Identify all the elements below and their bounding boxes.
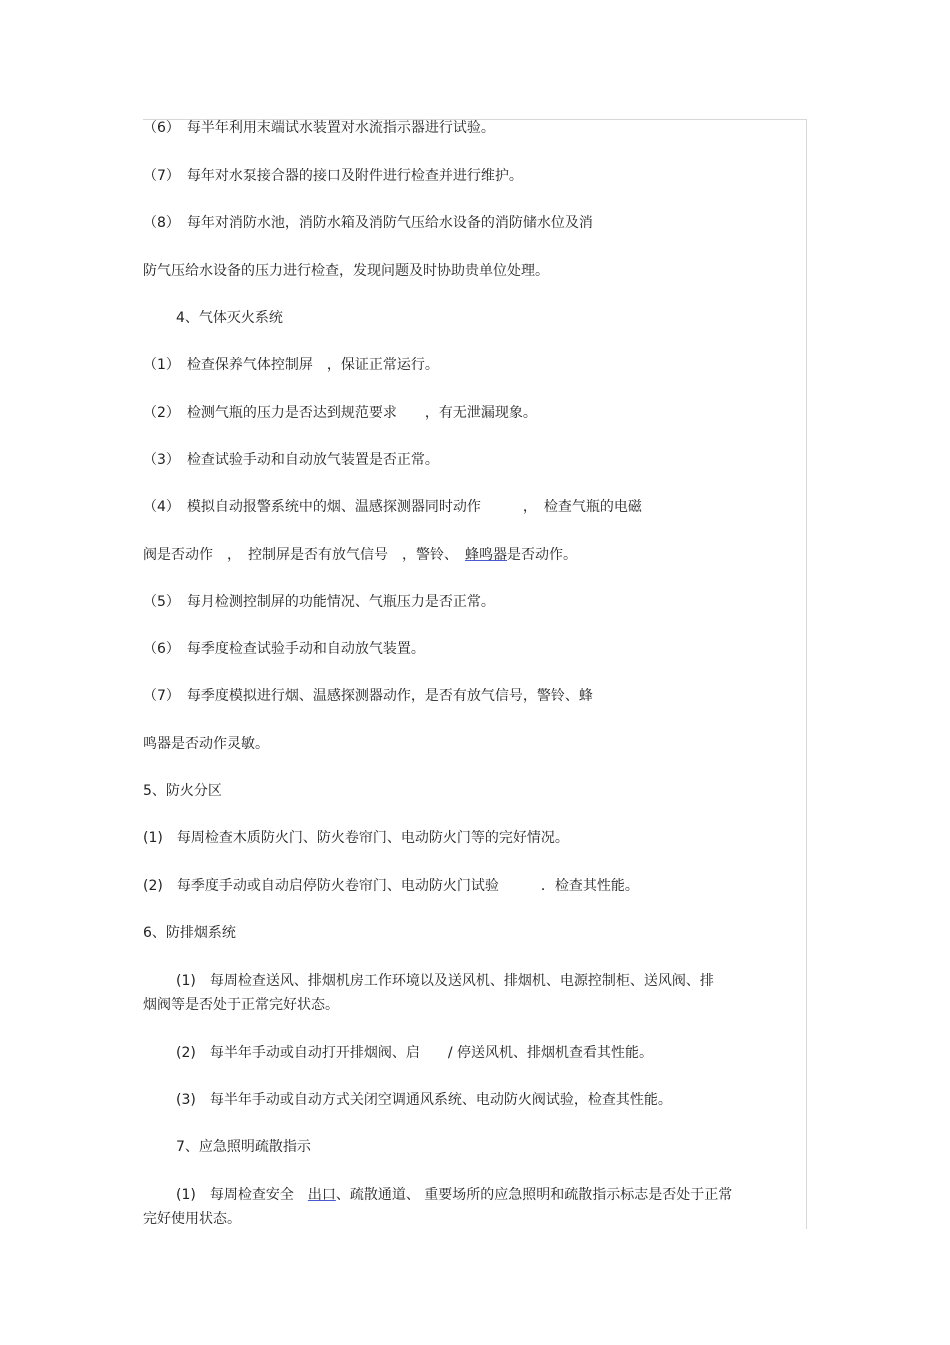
text-segment: 是否动作。 [507, 547, 577, 563]
section-heading: 4、气体灭火系统 [176, 310, 283, 326]
text-line: 完好使用状态。 [143, 1211, 241, 1227]
text-line: (1) 每周检查木质防火门、防火卷帘门、电动防火门等的完好情况。 [143, 830, 569, 846]
text-line: （7） 每年对水泵接合器的接口及附件进行检查并进行维护。 [143, 168, 523, 184]
text-line: 防气压给水设备的压力进行检查，发现问题及时协助贵单位处理。 [143, 263, 549, 279]
section-heading: 6、防排烟系统 [143, 925, 236, 941]
text-line: （1） 检查保养气体控制屏 ，保证正常运行。 [143, 357, 439, 373]
text-line: （8） 每年对消防水池，消防水箱及消防气压给水设备的消防储水位及消 [143, 215, 593, 231]
text-line: （3） 检查试验手动和自动放气装置是否正常。 [143, 452, 439, 468]
text-line: （6） 每半年利用末端试水装置对水流指示器进行试验。 [143, 120, 495, 136]
text-line: (1) 每周检查送风、排烟机房工作环境以及送风机、排烟机、电源控制柜、送风阀、排 [176, 973, 714, 989]
text-line: （4） 模拟自动报警系统中的烟、温感探测器同时动作 ， 检查气瓶的电磁 [143, 499, 642, 515]
text-line: （7） 每季度模拟进行烟、温感探测器动作，是否有放气信号，警铃、蜂 [143, 688, 593, 704]
keyword-link[interactable]: 蜂鸣器 [465, 547, 507, 563]
text-line: 烟阀等是否处于正常完好状态。 [143, 997, 339, 1013]
text-line: (2) 每季度手动或自动启停防火卷帘门、电动防火门试验 ．检查其性能。 [143, 878, 639, 894]
page-frame-right-border [806, 119, 807, 1229]
text-line: (3) 每半年手动或自动方式关闭空调通风系统、电动防火阀试验，检查其性能。 [176, 1092, 672, 1108]
text-line [176, 1186, 732, 1204]
keyword-link[interactable]: 出口 [307, 1187, 336, 1203]
text-line: 鸣器是否动作灵敏。 [143, 736, 269, 752]
text-line: (2) 每半年手动或自动打开排烟阀、启 / 停送风机、排烟机查看其性能。 [176, 1045, 653, 1061]
text-line [143, 546, 577, 564]
section-heading: 5、防火分区 [143, 783, 222, 799]
text-segment: (1) 每周检查安全 [176, 1187, 308, 1203]
text-line: （2） 检测气瓶的压力是否达到规范要求 ，有无泄漏现象。 [143, 405, 537, 421]
text-segment: 、疏散通道、 重要场所的应急照明和疏散指示标志是否处于正常 [335, 1187, 733, 1203]
text-segment: 阀是否动作 ， 控制屏是否有放气信号 ，警铃、 [143, 547, 465, 563]
section-heading: 7、应急照明疏散指示 [176, 1139, 311, 1155]
text-line: （5） 每月检测控制屏的功能情况、气瓶压力是否正常。 [143, 594, 495, 610]
text-line: （6） 每季度检查试验手动和自动放气装置。 [143, 641, 425, 657]
